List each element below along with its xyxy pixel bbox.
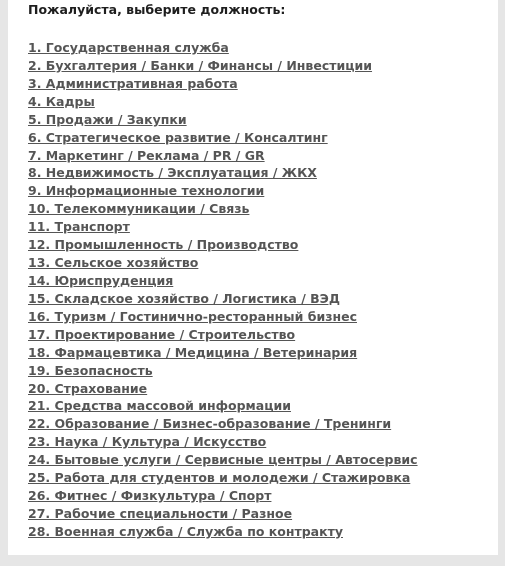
job-category-link[interactable]: 15. Складское хозяйство / Логистика / ВЭД: [28, 290, 340, 306]
job-category-link[interactable]: 24. Бытовые услуги / Сервисные центры / Автосервис: [28, 452, 418, 468]
job-category-link[interactable]: 16. Туризм / Гостинично-ресторанный бизнес: [28, 308, 357, 324]
job-category-link[interactable]: 26. Фитнес / Физкультура / Спорт: [28, 488, 272, 504]
job-category-link[interactable]: 4. Кадры: [28, 93, 95, 109]
job-category-link[interactable]: 1. Государственная служба: [28, 40, 229, 55]
list-item: [28, 414, 418, 432]
job-category-link[interactable]: 14. Юриспруденция: [28, 272, 174, 288]
list-item: [28, 217, 418, 235]
job-category-link[interactable]: 23. Наука / Культура / Искусство: [28, 434, 267, 450]
list-item: [28, 235, 418, 253]
list-item: [28, 253, 418, 271]
job-category-link[interactable]: 25. Работа для студентов и молодежи / Стажировка: [28, 470, 411, 486]
job-category-link[interactable]: 17. Проектирование / Строительство: [28, 326, 296, 342]
list-item: [28, 432, 418, 450]
job-category-panel: [8, 0, 498, 555]
job-category-link[interactable]: 5. Продажи / Закупки: [28, 111, 187, 127]
list-item: [28, 38, 418, 56]
list-item: [28, 199, 418, 217]
list-item: [28, 307, 418, 325]
job-category-link[interactable]: 9. Информационные технологии: [28, 183, 265, 199]
list-item: [28, 163, 418, 181]
list-item: [28, 486, 418, 504]
list-item: [28, 74, 418, 92]
job-category-link[interactable]: 28. Военная служба / Служба по контракту: [28, 523, 343, 539]
job-category-link[interactable]: 7. Маркетинг / Реклама / PR / GR: [28, 147, 265, 163]
job-category-link[interactable]: 22. Образование / Бизнес-образование / Тренинги: [28, 416, 392, 432]
list-item: [28, 450, 418, 468]
list-item: [28, 271, 418, 289]
list-item: [28, 522, 418, 540]
list-item: [28, 504, 418, 522]
job-category-link[interactable]: 6. Стратегическое развитие / Консалтинг: [28, 129, 328, 145]
list-item: [28, 468, 418, 486]
list-item: [28, 181, 418, 199]
job-category-link[interactable]: 10. Телекоммуникации / Связь: [28, 201, 250, 217]
list-item: [28, 146, 418, 164]
job-category-link[interactable]: 27. Рабочие специальности / Разное: [28, 505, 293, 521]
job-category-list: [28, 38, 418, 540]
job-category-link[interactable]: 11. Транспорт: [28, 219, 130, 235]
list-item: [28, 92, 418, 110]
job-category-link[interactable]: 8. Недвижимость / Эксплуатация / ЖКХ: [28, 165, 317, 181]
list-item: [28, 110, 418, 128]
list-item: [28, 325, 418, 343]
job-category-link[interactable]: 2. Бухгалтерия / Банки / Финансы / Инвестиции: [28, 57, 373, 73]
job-category-link[interactable]: 20. Страхование: [28, 380, 148, 396]
job-category-link[interactable]: 12. Промышленность / Производство: [28, 237, 299, 253]
list-item: [28, 128, 418, 146]
list-item: [28, 56, 418, 74]
job-category-link[interactable]: 19. Безопасность: [28, 362, 153, 378]
list-item: [28, 343, 418, 361]
list-item: [28, 289, 418, 307]
list-item: [28, 361, 418, 379]
job-category-link[interactable]: 21. Средства массовой информации: [28, 398, 291, 414]
page-heading: Пожалуйста, выберите должность:: [28, 2, 286, 17]
job-category-link[interactable]: 18. Фармацевтика / Медицина / Ветеринария: [28, 344, 358, 360]
job-category-link[interactable]: 3. Административная работа: [28, 75, 238, 91]
list-item: [28, 396, 418, 414]
list-item: [28, 379, 418, 397]
job-category-link[interactable]: 13. Сельское хозяйство: [28, 255, 199, 271]
